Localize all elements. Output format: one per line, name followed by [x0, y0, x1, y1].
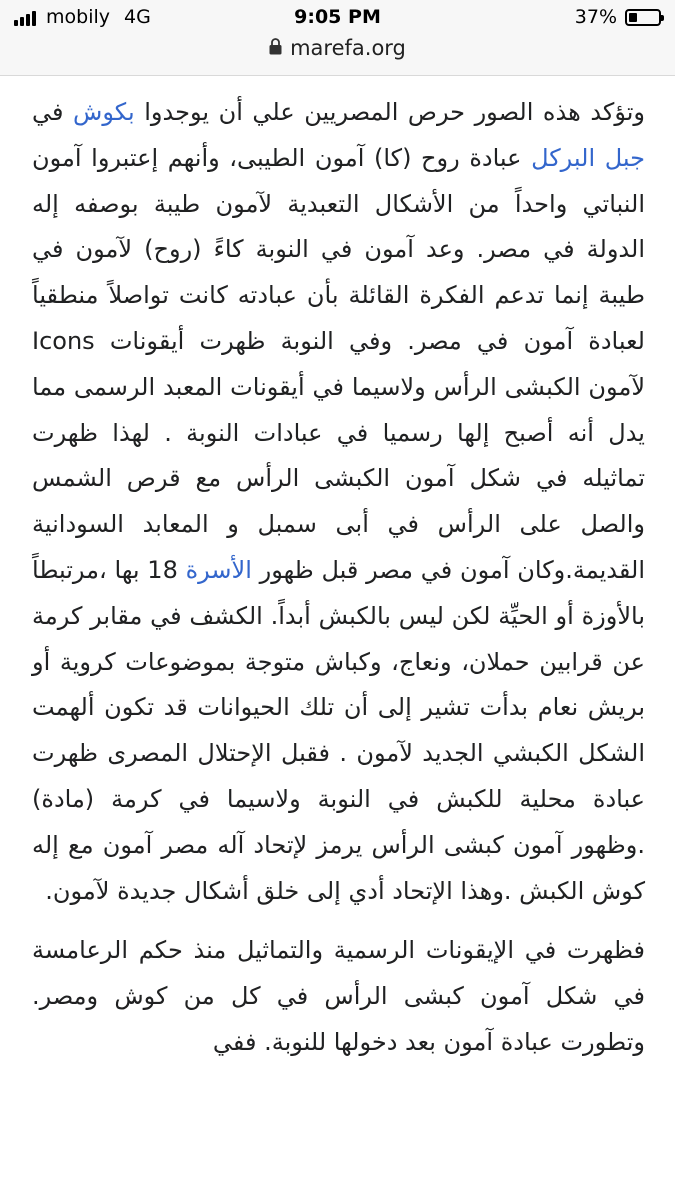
clock: 9:05 PM: [294, 6, 381, 28]
link-jebel-barkal[interactable]: جبل البركل: [531, 143, 646, 172]
article-paragraph-1: [32, 90, 645, 914]
battery-percent: 37%: [574, 6, 617, 28]
browser-address-bar[interactable]: [0, 36, 675, 76]
url-display[interactable]: [269, 36, 406, 60]
status-bar: [0, 0, 675, 36]
battery-level-fill: [629, 13, 637, 22]
article-paragraph-2: فظهرت في الإيقونات الرسمية والتماثيل منذ حكم الرعامسة في شكل آمون كبشى الرأس في كل من كوش ومصر. وتطورت عبادة آمون بعد دخولها للنوبة. ففي: [32, 936, 645, 1056]
link-dynasty[interactable]: الأسرة: [185, 555, 252, 584]
network-type: 4G: [124, 6, 151, 28]
p1-text-2: في: [32, 98, 74, 126]
battery-icon: [625, 9, 661, 26]
p1-text-1: وتؤكد هذه الصور حرص المصريين علي أن يوجدوا: [134, 98, 646, 126]
lock-icon: [269, 36, 282, 60]
p1-text-3: عبادة روح (كا) آمون الطيبى، وأنهم إعتبروا آمون النباتي واحداً من الأشكال التعبدية لآمون طيبة بوصفه إله الدولة في مصر. وعد آمون في النوبة كاءً (روح) لآمون في طيبة إنما تدعم الفكرة القائلة بأن عبادته كانت تواصلاً منطقياً لعبادة آمون في مصر. وفي النوبة ظهرت أيقونات Icons لآمون الكبشى الرأس ولاسيما في أيقونات المعبد الرسمى مما يدل أنه أصبح إلها رسميا في عبادات النوبة . لهذا ظهرت تماثيله في شكل آمون الكبشى الرأس مع قرص الشمس والصل على الرأس في أبى سمبل و المعابد السودانية القديمة.وكان آمون في مصر قبل ظهور: [32, 143, 645, 584]
article-body: [0, 76, 675, 1066]
status-right: [575, 6, 661, 28]
url-text: marefa.org: [290, 36, 406, 60]
link-kush[interactable]: بكوش: [73, 98, 135, 126]
carrier-name: mobily: [46, 6, 110, 28]
p1-text-4: 18 بها ،مرتبطاً بالأوزة أو الحيِّة لكن ليس بالكبش أبداً. الكشف في مقابر كرمة عن قرابين حملان، ونعاج، وكباش متوجة بموضوعات كروية أو بريش نعام بدأت تشير إلى أن تلك الحيوانات قد تكون ألهمت الشكل الكبشي الجديد لآمون . فقبل الإحتلال المصرى ظهرت عبادة محلية للكبش في النوبة ولاسيما في كرمة (مادة) .وظهور آمون كبشى الرأس يرمز لإتحاد آله مصر آمون مع إله كوش الكبش .وهذا الإتحاد أدي إلى خلق أشكال جديدة لآمون.: [32, 555, 645, 905]
